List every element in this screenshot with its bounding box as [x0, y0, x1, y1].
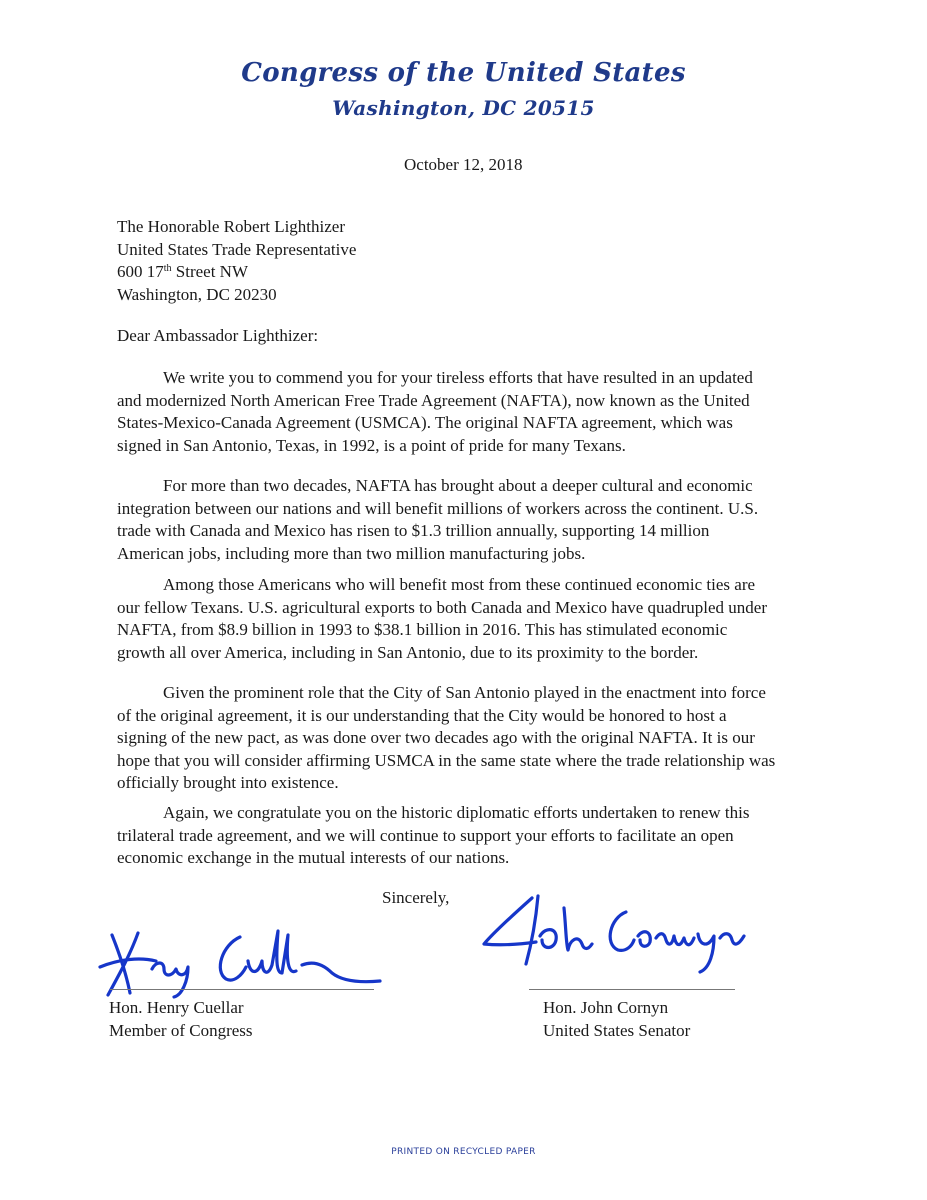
body-paragraph-2 — [117, 475, 817, 565]
paragraph-line: signing of the new pact, as was done over two decades ago with the original NAFTA. It is our — [117, 728, 755, 748]
recipient-title: United States Trade Representative — [117, 239, 357, 259]
paragraph-line: NAFTA, from $8.9 billion in 1993 to $38.1 billion in 2016. This has stimulated economic — [117, 620, 728, 640]
letter-date: October 12, 2018 — [404, 155, 523, 174]
signature-line-left — [110, 989, 374, 990]
paragraph-line: We write you to commend you for your tireless efforts that have resulted in an updated — [163, 368, 753, 387]
paragraph-line: our fellow Texans. U.S. agricultural exports to both Canada and Mexico have quadrupled under — [117, 597, 767, 617]
paragraph-line: American jobs, including more than two million manufacturing jobs. — [117, 543, 586, 563]
street-number: 600 17 — [117, 262, 164, 281]
paragraph-line: Given the prominent role that the City of San Antonio played in the enactment into force — [163, 683, 766, 702]
recipient-street — [117, 261, 356, 284]
recipient-address — [117, 216, 356, 306]
salutation: Dear Ambassador Lighthizer: — [117, 326, 319, 345]
signature-cornyn — [474, 888, 774, 978]
letterhead-title: Congress of the United States — [241, 58, 686, 88]
signer-name: Hon. John Cornyn — [543, 998, 669, 1017]
signature-line-right — [529, 989, 735, 990]
paragraph-line: officially brought into existence. — [117, 773, 339, 793]
paragraph-line: For more than two decades, NAFTA has brought about a deeper cultural and economic — [163, 476, 753, 495]
signer-name: Hon. Henry Cuellar — [109, 998, 244, 1017]
recipient-city: Washington, DC 20230 — [117, 284, 277, 304]
signer-block-cornyn — [543, 996, 690, 1042]
paragraph-line: hope that you will consider affirming USMCA in the same state where the trade relationship was — [117, 750, 776, 770]
paragraph-line: integration between our nations and will benefit millions of workers across the continent. U.S. — [117, 498, 759, 518]
recycled-paper-footer: PRINTED ON RECYCLED PAPER — [391, 1147, 536, 1157]
closing: Sincerely, — [382, 888, 450, 907]
letterhead-address: Washington, DC 20515 — [332, 96, 595, 120]
paragraph-line: Among those Americans who will benefit most from these continued economic ties are — [163, 575, 756, 594]
paragraph-line: States-Mexico-Canada Agreement (USMCA). The original NAFTA agreement, which was — [117, 413, 733, 433]
paragraph-line: trilateral trade agreement, and we will continue to support your efforts to facilitate an open — [117, 825, 734, 845]
signer-title: United States Senator — [543, 1021, 691, 1040]
paragraph-line: of the original agreement, it is our understanding that the City would be honored to host a — [117, 705, 727, 725]
paragraph-line: growth all over America, including in San Antonio, due to its proximity to the border. — [117, 642, 699, 662]
signature-cuellar — [90, 915, 390, 1005]
body-paragraph-5 — [117, 802, 817, 870]
paragraph-line: Again, we congratulate you on the historic diplomatic efforts undertaken to renew this — [163, 803, 750, 822]
street-ordinal: th — [163, 263, 172, 274]
paragraph-line: economic exchange in the mutual interests of our nations. — [117, 848, 510, 868]
paragraph-line: trade with Canada and Mexico has risen to $1.3 trillion annually, supporting 14 million — [117, 521, 710, 541]
body-paragraph-4 — [117, 682, 817, 795]
recipient-name: The Honorable Robert Lighthizer — [117, 217, 346, 236]
paragraph-line: and modernized North American Free Trade Agreement (NAFTA), now known as the United — [117, 390, 750, 410]
paragraph-line: signed in San Antonio, Texas, in 1992, is a point of pride for many Texans. — [117, 435, 626, 455]
signer-title: Member of Congress — [109, 1021, 253, 1040]
street-name: Street NW — [171, 262, 249, 281]
body-paragraph-1 — [117, 367, 817, 457]
signer-block-cuellar — [109, 996, 253, 1042]
body-paragraph-3 — [117, 574, 817, 664]
